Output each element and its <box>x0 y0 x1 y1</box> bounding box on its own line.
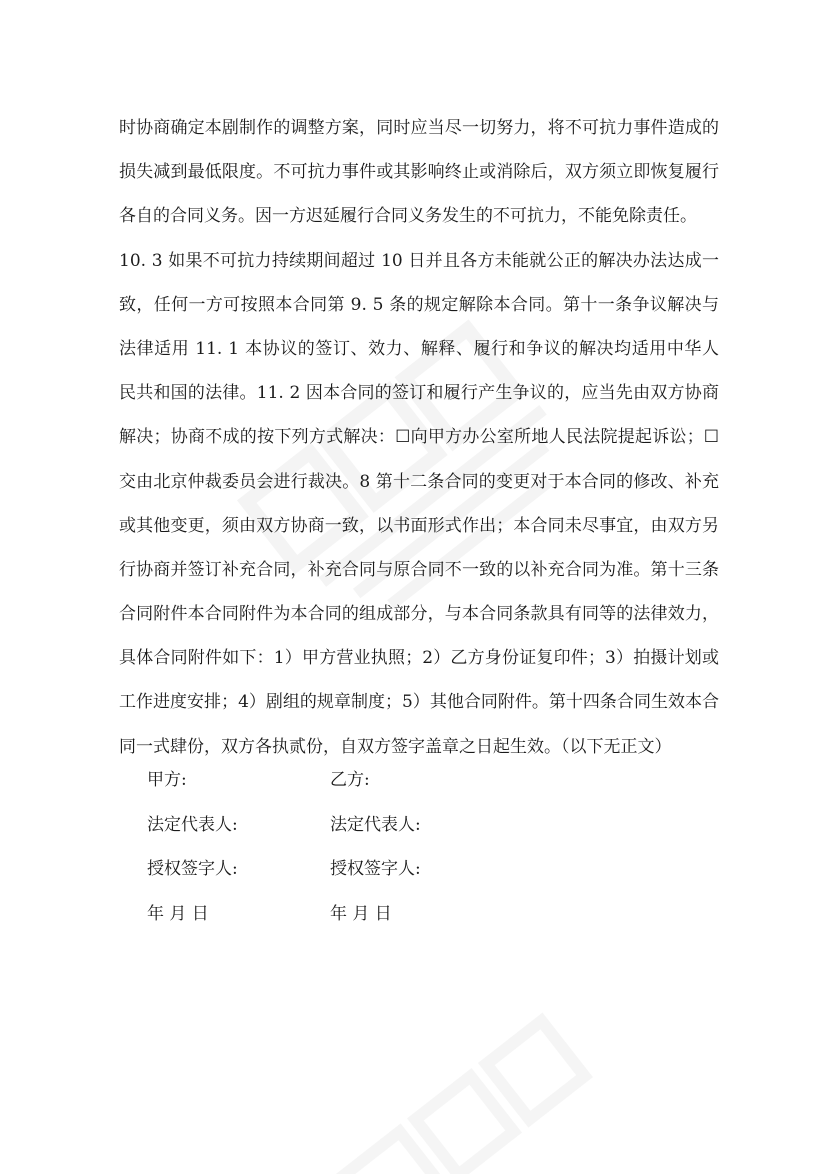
body-line: 解决；协商不成的按下列方式解决：☐向甲方办公室所地人民法院提起诉讼；☐ <box>119 427 719 448</box>
signature-row-signer <box>147 847 647 892</box>
body-line: 行协商并签订补充合同，补充合同与原合同不一致的以补充合同为准。第十三条 <box>119 559 719 580</box>
body-line: 工作进度安排；4）剧组的规章制度；5）其他合同附件。第十四条合同生效本合 <box>119 692 719 713</box>
signature-row-legal-rep <box>147 803 647 848</box>
body-line: 民共和国的法律。11. 2 因本合同的签订和履行产生争议的，应当先由双方协商 <box>119 383 719 404</box>
party-a-label: 甲方: <box>147 770 187 790</box>
party-a-legal-rep: 法定代表人: <box>147 814 238 835</box>
body-line: 合同附件本合同附件为本合同的组成部分，与本合同条款具有同等的法律效力， <box>119 604 719 625</box>
party-b-signer: 授权签字人: <box>330 859 421 879</box>
contract-body-text <box>119 106 719 769</box>
party-b-date: 年 月 日 <box>330 903 392 924</box>
body-line: 交由北京仲裁委员会进行裁决。8 第十二条合同的变更对于本合同的修改、补充 <box>119 471 719 492</box>
body-line: 或其他变更，须由双方协商一致，以书面形式作出；本合同未尽事宜，由双方另 <box>119 515 719 536</box>
party-b-label: 乙方: <box>330 770 370 790</box>
signature-block <box>147 758 647 936</box>
signature-row-date <box>147 892 647 937</box>
body-line: 法律适用 11. 1 本协议的签订、效力、解释、履行和争议的解决均适用中华人 <box>119 338 719 359</box>
party-b-legal-rep: 法定代表人: <box>330 814 421 835</box>
body-line: 损失减到最低限度。不可抗力事件或其影响终止或消除后，双方须立即恢复履行 <box>119 162 719 183</box>
body-line: 致，任何一方可按照本合同第 9. 5 条的规定解除本合同。第十一条争议解决与 <box>119 294 719 315</box>
body-line: 具体合同附件如下：1）甲方营业执照；2）乙方身份证复印件；3）拍摄计划或 <box>119 648 719 669</box>
signature-row-party <box>147 758 647 803</box>
body-line: 同一式肆份，双方各执贰份，自双方签字盖章之日起生效。（以下无正文） <box>119 736 672 757</box>
body-line: 时协商确定本剧制作的调整方案，同时应当尽一切努力，将不可抗力事件造成的 <box>119 118 719 138</box>
watermark-logo-bottom <box>318 985 662 1174</box>
body-line: 各自的合同义务。因一方迟延履行合同义务发生的不可抗力，不能免除责任。 <box>119 206 697 227</box>
party-a-signer: 授权签字人: <box>147 859 238 879</box>
body-line: 10. 3 如果不可抗力持续期间超过 10 日并且各方未能就公正的解决办法达成一 <box>119 250 719 271</box>
party-a-date: 年 月 日 <box>147 903 209 924</box>
